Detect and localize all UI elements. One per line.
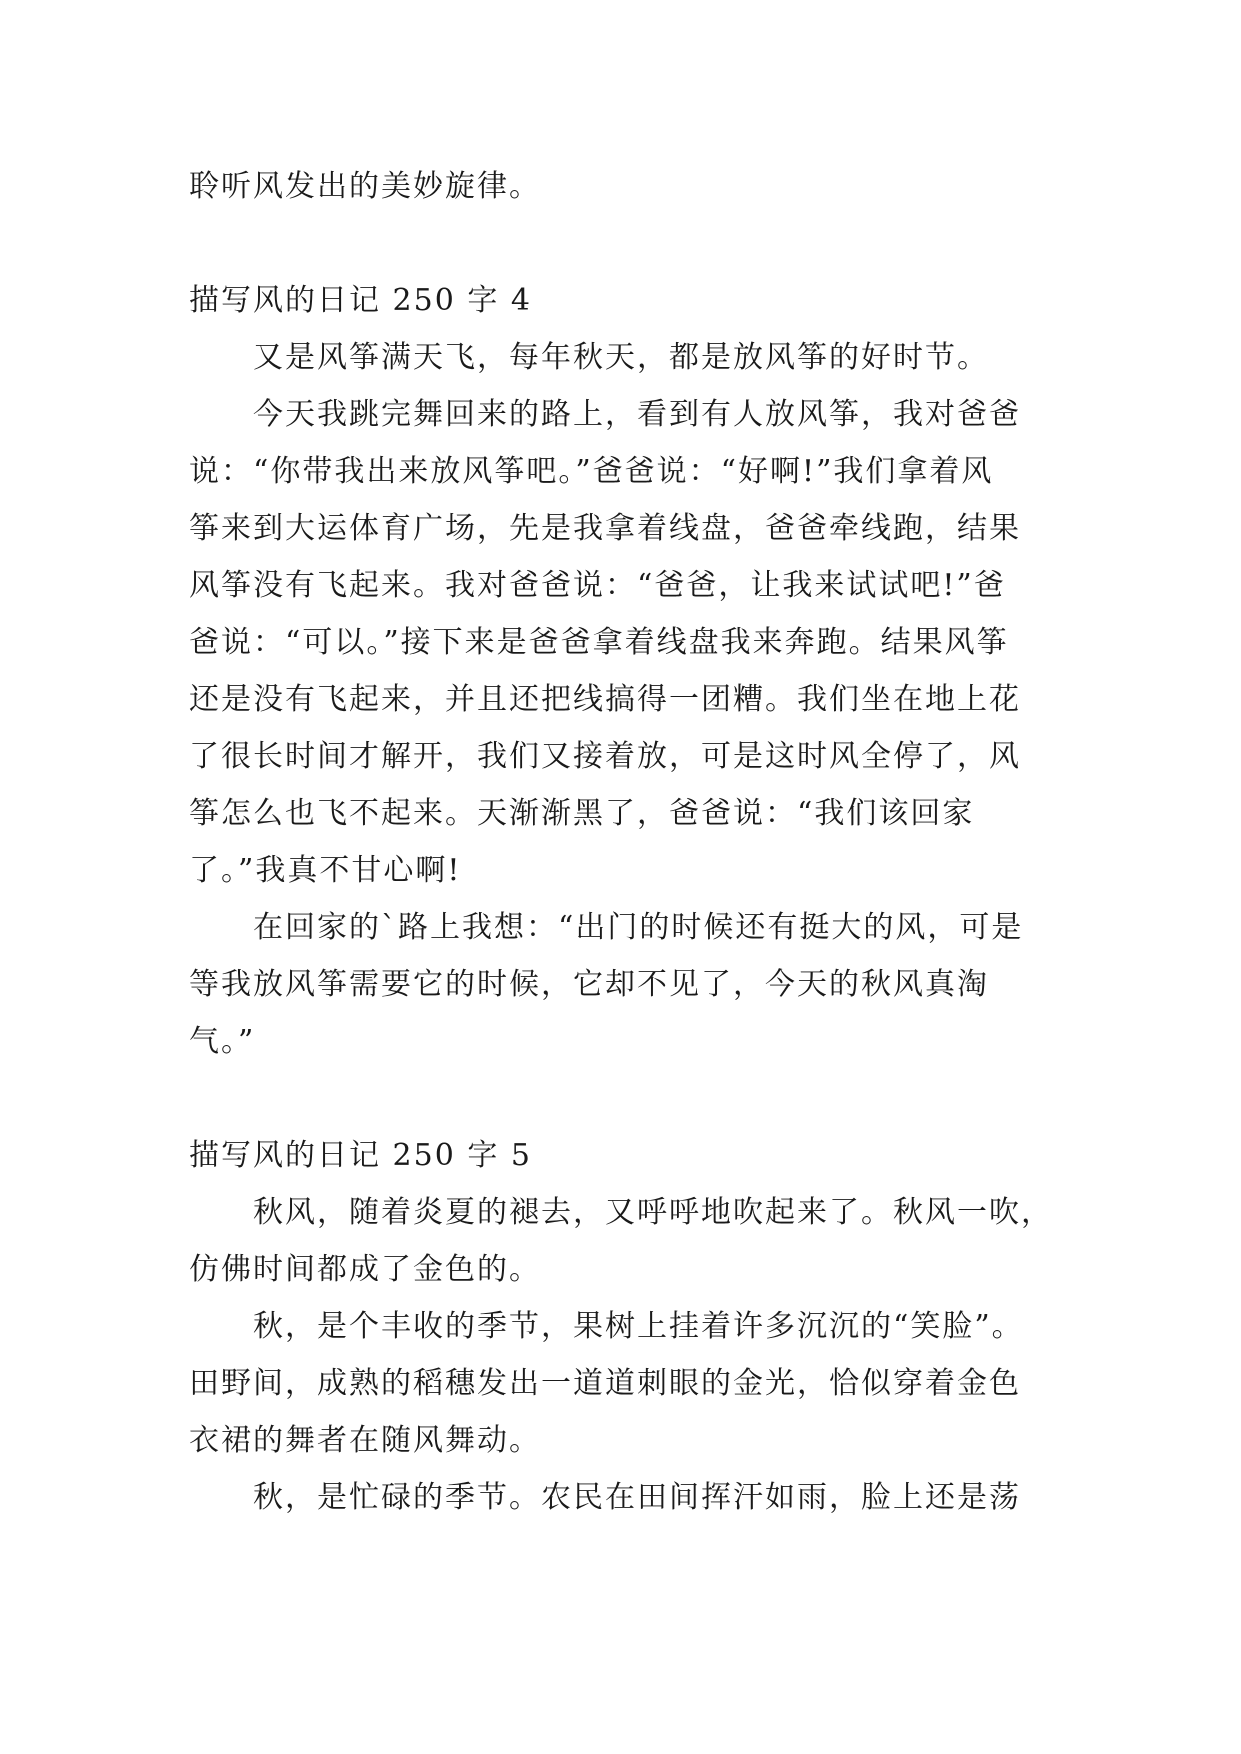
section-gap <box>189 215 1049 272</box>
text-line: 风筝没有飞起来。我对爸爸说：“爸爸，让我来试试吧!”爸 <box>189 568 1006 603</box>
text-line: 等我放风筝需要它的时候，它却不见了，今天的秋风真淘 <box>189 967 989 1002</box>
section-4-paragraph-2 <box>189 386 1049 899</box>
text-line: 筝来到大运体育广场，先是我拿着线盘，爸爸牵线跑，结果 <box>189 511 1021 546</box>
section-4-title: 描写风的日记 250 字 4 <box>189 283 532 318</box>
text-line: 在回家的`路上我想：“出门的时候还有挺大的风，可是 <box>253 910 1024 945</box>
intro-tail-text: 聆听风发出的美妙旋律。 <box>189 169 541 204</box>
text-line: 还是没有飞起来，并且还把线搞得一团糟。我们坐在地上花 <box>189 682 1021 717</box>
section-4-paragraph-1 <box>189 329 1049 386</box>
section-5-paragraph-3 <box>189 1469 1049 1526</box>
text-line: 筝怎么也飞不起来。天渐渐黑了，爸爸说：“我们该回家 <box>189 796 975 831</box>
text-line: 爸说：“可以。”接下来是爸爸拿着线盘我来奔跑。结果风筝 <box>189 625 1009 660</box>
section-5-paragraph-1 <box>189 1184 1053 1298</box>
text-line: 了很长时间才解开，我们又接着放，可是这时风全停了，风 <box>189 739 1021 774</box>
text-line: 田野间，成熟的稻穗发出一道道刺眼的金光，恰似穿着金色 <box>189 1366 1021 1401</box>
text-line: 衣裙的舞者在随风舞动。 <box>189 1423 541 1458</box>
text-line: 秋，是忙碌的季节。农民在田间挥汗如雨，脸上还是荡 <box>253 1480 1021 1515</box>
text-line: 了。”我真不甘心啊! <box>189 853 462 888</box>
text-line: 又是风筝满天飞，每年秋天，都是放风筝的好时节。 <box>253 340 989 375</box>
section-gap <box>189 1070 1049 1127</box>
text-line: 气。” <box>189 1024 256 1059</box>
text-line: 仿佛时间都成了金色的。 <box>189 1252 541 1287</box>
text-line: 秋，是个丰收的季节，果树上挂着许多沉沉的“笑脸”。 <box>253 1309 1024 1344</box>
text-line: 说：“你带我出来放风筝吧。”爸爸说：“好啊!”我们拿着风 <box>189 454 994 489</box>
text-line: 秋风，随着炎夏的褪去，又呼呼地吹起来了。秋风一吹， <box>253 1195 1053 1230</box>
document-body <box>189 158 1053 1526</box>
section-5-title: 描写风的日记 250 字 5 <box>189 1138 532 1173</box>
section-4-paragraph-3 <box>189 899 1049 1070</box>
text-line: 今天我跳完舞回来的路上，看到有人放风筝，我对爸爸 <box>253 397 1021 432</box>
section-5-paragraph-2 <box>189 1298 1049 1469</box>
